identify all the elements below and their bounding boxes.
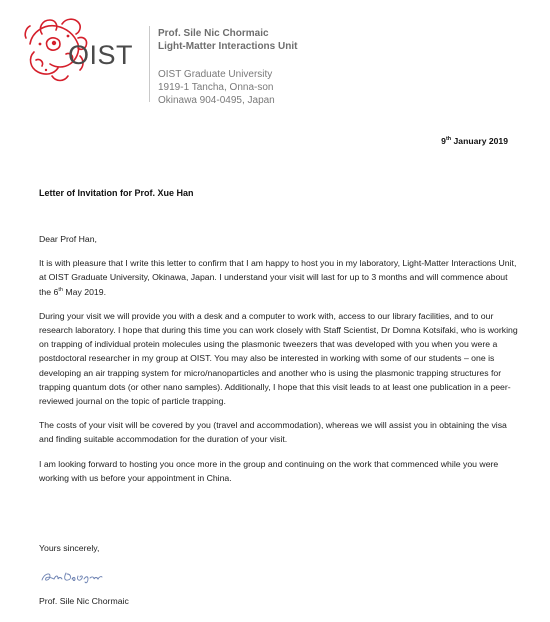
date-rest: January 2019 — [451, 136, 508, 146]
sender-unit: Light-Matter Interactions Unit — [158, 41, 298, 52]
letter-subject: Letter of Invitation for Prof. Xue Han — [39, 188, 194, 198]
header-divider — [149, 26, 150, 102]
address-line: 1919-1 Tancha, Onna-son — [158, 82, 274, 93]
address-line: OIST Graduate University — [158, 69, 273, 80]
address-line: Okinawa 904-0495, Japan — [158, 95, 275, 106]
paragraph-4: I am looking forward to hosting you once more in the group and continuing on the work that commenced while you were working with us before your appointment in China. — [39, 458, 499, 483]
salutation: Dear Prof Han, — [39, 234, 97, 244]
closing: Yours sincerely, — [39, 543, 100, 553]
date-suffix: th — [445, 136, 452, 143]
sender-address — [158, 68, 275, 107]
paragraph-1-text: It is with pleasure that I write this letter to confirm that I am happy to host you in my laboratory, Light-Matter Interactions Unit, at OIST Graduate University, Okinawa, Japan. I understand your visit will last for up to 3 months and will commence about the 6 — [39, 258, 517, 297]
letter-date — [441, 136, 508, 146]
handwritten-signature — [40, 568, 104, 586]
paragraph-1 — [39, 256, 519, 299]
paragraph-2: During your visit we will provide you with a desk and a computer to work with, access to our library facilities, and to our research laboratory. I hope that during this time you can work closely with Staff Scientist, Dr Domna Kotsifaki, who is working on trapping of individual protein molecules using the plasmonic tweezers that was developed with you when you were a postdoctoral researcher in my group at OIST. You may also be interested in working with some of our students – one is developing an air trapping system for micro/nanoparticles and another who is using the plasmonic trapping structures for trapping quantum dots (or other nano samples). Additionally, I hope that this visit leads to at least one publication in a peer-reviewed journal on the topic of particle trapping. — [39, 310, 518, 407]
paragraph-1-sup: th — [58, 286, 63, 293]
paragraph-1-end: May 2019. — [63, 286, 106, 297]
letter-body — [39, 232, 519, 495]
logo-wordmark: OIST — [68, 40, 134, 70]
signatory-name: Prof. Sile Nic Chormaic — [39, 596, 129, 606]
paragraph-3: The costs of your visit will be covered by you (travel and accommodation), whereas we will assist you in obtaining the visa and finding suitable accommodation for the duration of your visit. — [39, 420, 507, 445]
sender-name: Prof. Sile Nic Chormaic — [158, 28, 269, 39]
sender-block — [158, 27, 297, 53]
date-day: 9 — [441, 136, 446, 146]
